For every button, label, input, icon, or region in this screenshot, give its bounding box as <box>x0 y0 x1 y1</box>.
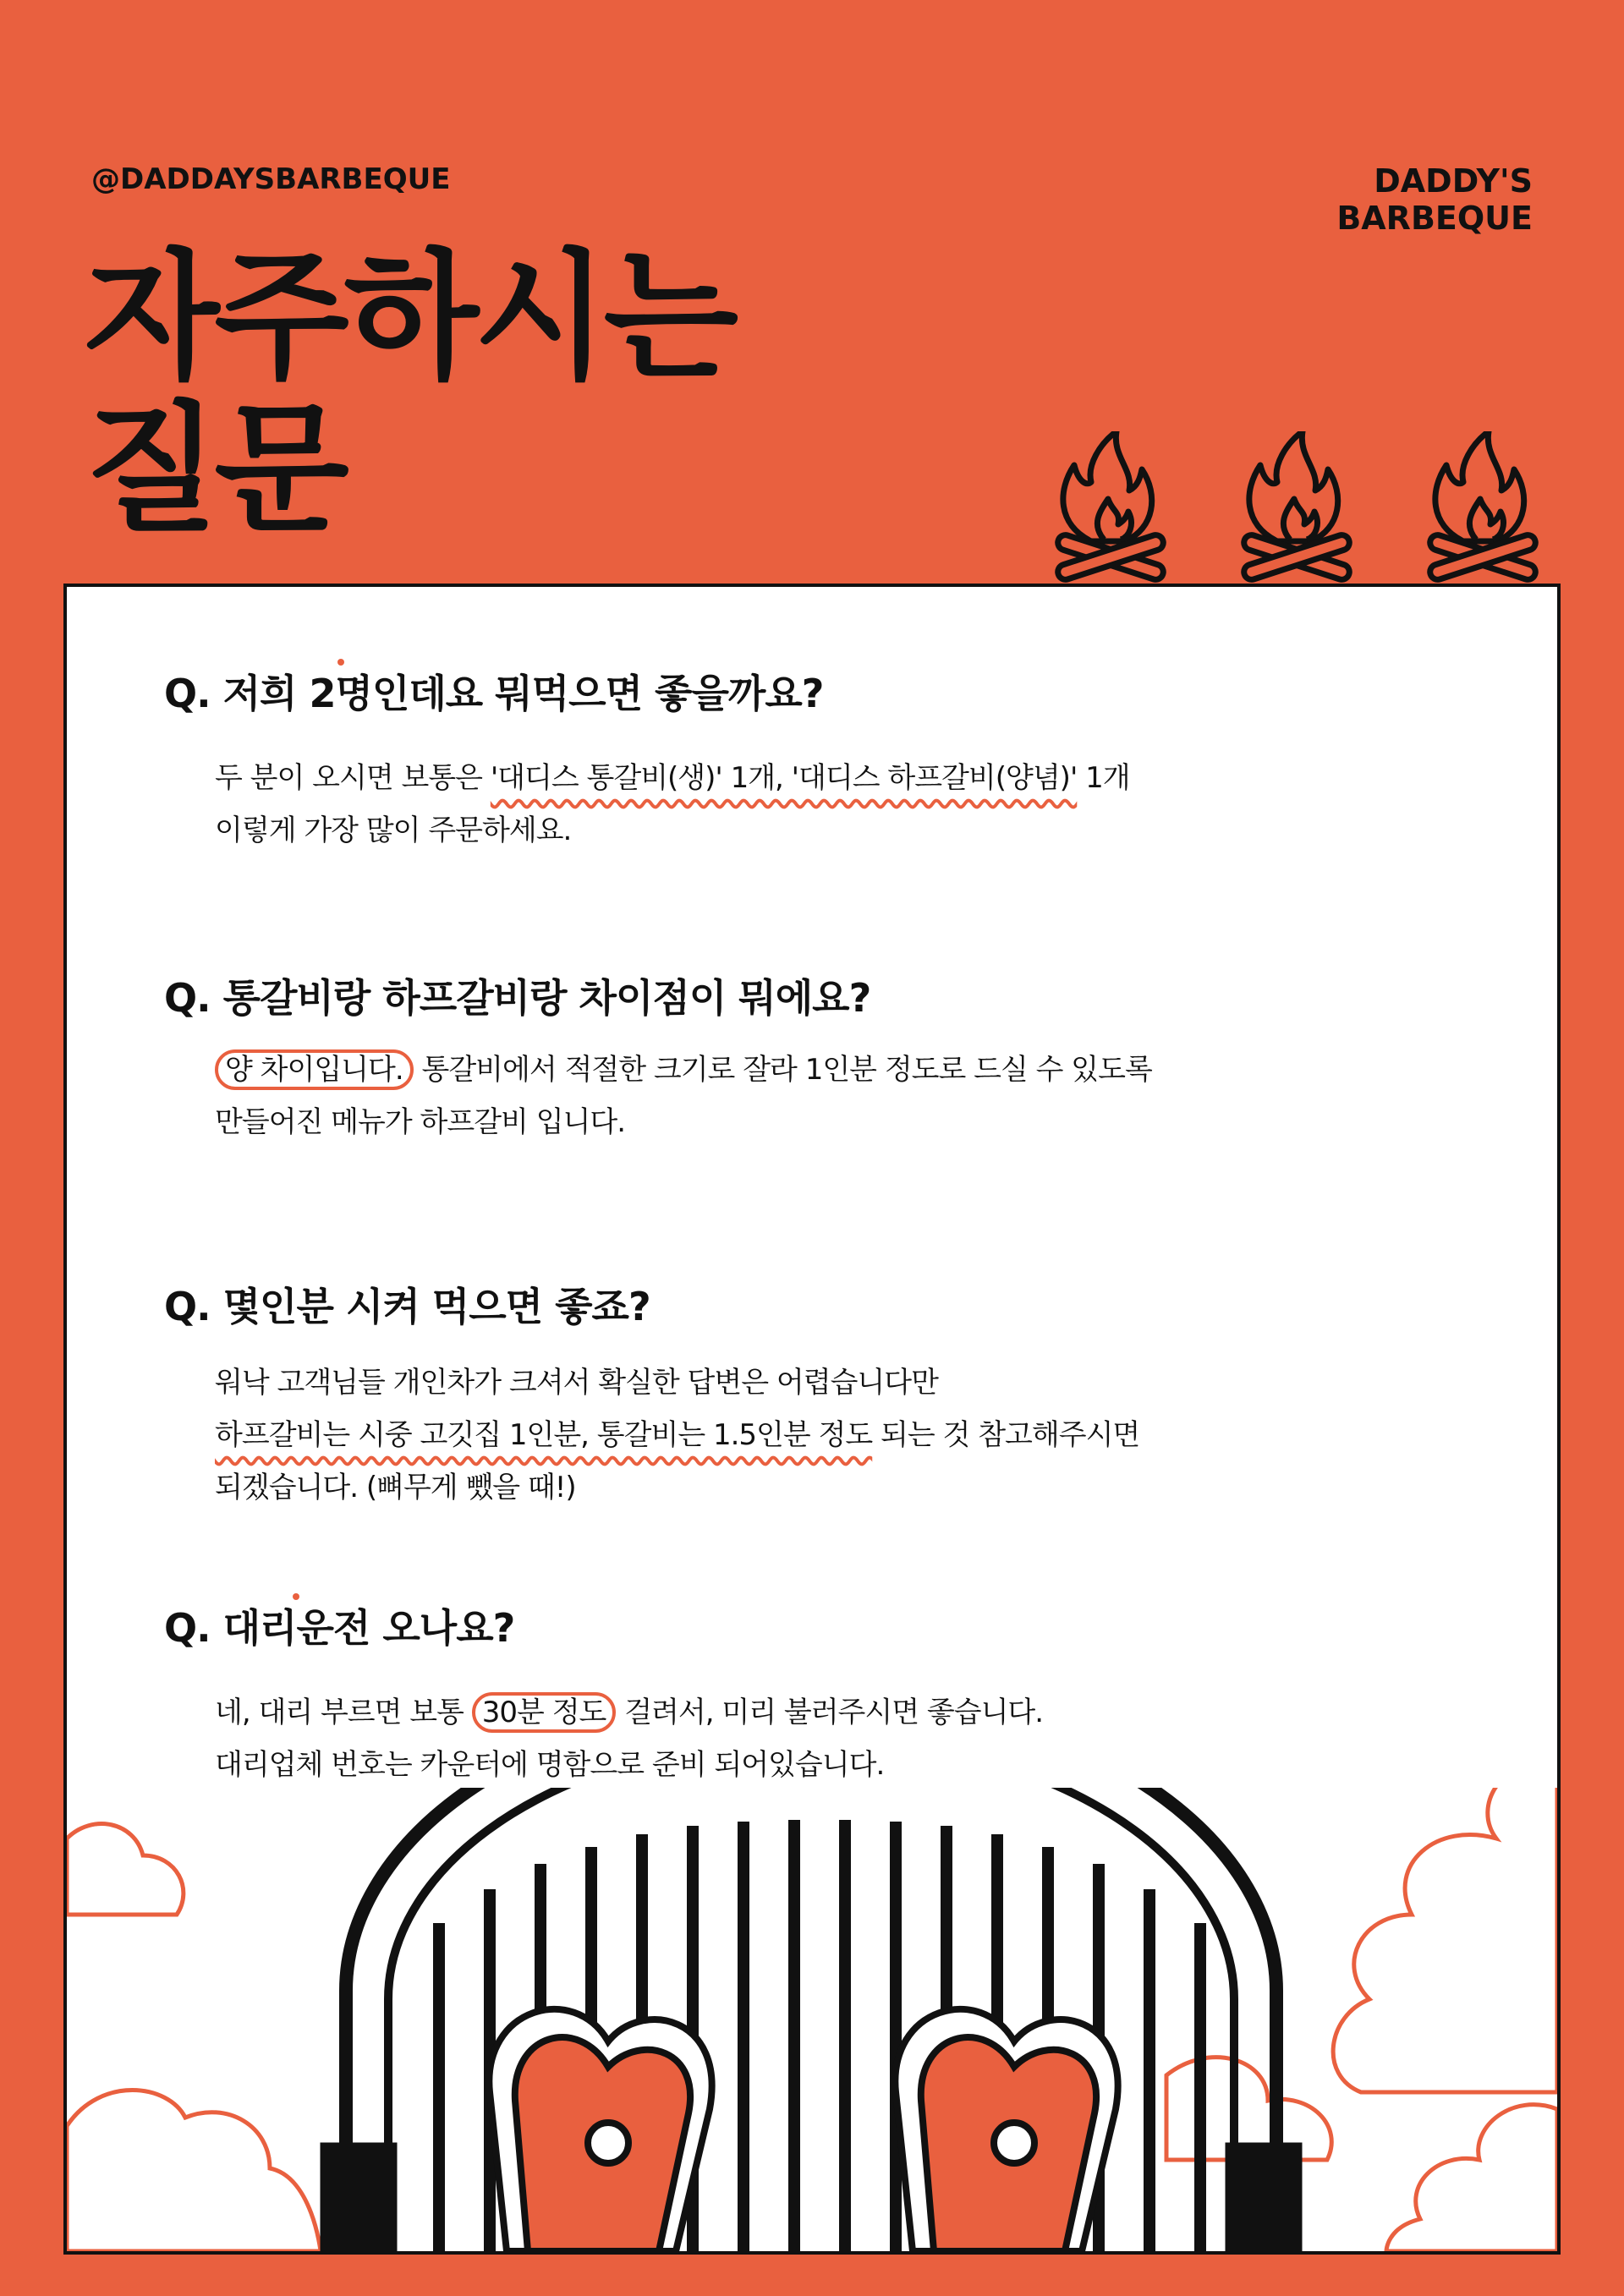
faq-answer-4 <box>215 1686 1043 1791</box>
question-text: 인데요 뭐먹으면 좋을까요? <box>371 671 824 716</box>
title-line1: 자주하시는 <box>85 236 733 398</box>
brand-logo <box>1336 162 1533 237</box>
answer-highlight: 30분 정도 <box>472 1692 617 1733</box>
faq-answer-2 <box>215 1044 1152 1148</box>
question-text: Q. <box>164 1605 223 1651</box>
question-emphasis-text: 2명 <box>309 671 372 716</box>
question-emphasis-text: 대리운전 <box>222 1605 370 1651</box>
faq-question-2: Q. 통갈비랑 하프갈비랑 차이점이 뭐에요? <box>164 975 871 1021</box>
smoke-clouds-icon <box>67 1788 1557 2251</box>
campfire-icon <box>1056 431 1165 582</box>
grill-illustration <box>67 1788 1557 2251</box>
answer-text: 네, 대리 부르면 보통 <box>215 1696 472 1729</box>
logo-line1: DADDY'S <box>1374 162 1533 200</box>
answer-text: 대리업체 번호는 카운터에 명함으로 준비 되어있습니다. <box>215 1748 885 1782</box>
answer-text: 걸려서, 미리 불러주시면 좋습니다. <box>616 1696 1044 1729</box>
answer-text: 워낙 고객님들 개인차가 크셔서 확실한 답변은 어렵습니다만 <box>215 1366 938 1400</box>
answer-text: 두 분이 오시면 보통은 <box>215 761 491 795</box>
faq-answer-3 <box>215 1356 1139 1514</box>
answer-text: 되는 것 참고해주시면 <box>872 1418 1140 1452</box>
answer-highlight: 양 차이입니다. <box>215 1049 414 1090</box>
title-line2: 질문 <box>85 388 344 551</box>
steak-icon <box>489 2009 1117 2251</box>
answer-text: 이렇게 가장 많이 주문하세요. <box>215 814 572 847</box>
answer-text: 1개 <box>1077 761 1130 795</box>
faq-answer-1 <box>215 752 1130 857</box>
question-emphasis <box>223 1605 370 1651</box>
answer-text: 되겠습니다. (뼈무게 뺐을 때!) <box>215 1471 576 1504</box>
answer-text: 통갈비에서 적절한 크기로 잘라 1인분 정도로 드실 수 있도록 <box>413 1053 1152 1087</box>
campfire-icons <box>1040 431 1548 592</box>
logo-line2: BARBEQUE <box>1336 200 1533 237</box>
question-emphasis <box>309 671 371 716</box>
faq-question-3: Q. 몇인분 시켜 먹으면 좋죠? <box>164 1284 650 1329</box>
faq-question-1 <box>164 663 823 719</box>
grill-grate-icon <box>321 1788 1302 2251</box>
instagram-handle: @DADDAYSBARBEQUE <box>91 162 451 196</box>
answer-text: 만들어진 메뉴가 하프갈비 입니다. <box>215 1105 626 1139</box>
faq-card <box>63 584 1561 2255</box>
answer-highlight: 하프갈비는 시중 고깃집 1인분, 통갈비는 1.5인분 정도 <box>215 1418 873 1452</box>
page-title <box>85 236 733 551</box>
question-text: 오나요? <box>370 1605 515 1651</box>
question-text: Q. 저희 <box>164 671 310 716</box>
answer-highlight: '대디스 통갈비(생)' 1개, '대디스 하프갈비(양념)' <box>490 761 1078 795</box>
faq-question-4 <box>164 1597 514 1653</box>
